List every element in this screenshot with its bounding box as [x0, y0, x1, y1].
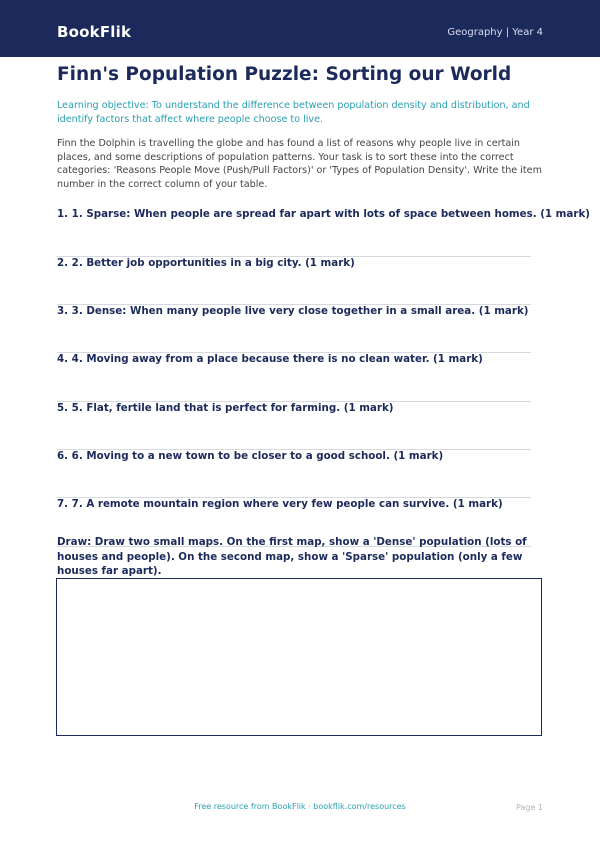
question-7: 7. 7. A remote mountain region where very few people can survive. (1 mark): [57, 498, 503, 510]
page-number: Page 1: [516, 803, 543, 812]
question-4: 4. 4. Moving away from a place because there is no clean water. (1 mark): [57, 353, 483, 365]
footer-note: Free resource from BookFlik · bookflik.com/resources: [194, 802, 406, 811]
learning-objective: Learning objective: To understand the difference between population density and distribution, and identify factors that affect where people choose to live.: [57, 100, 530, 125]
drawing-area[interactable]: [56, 578, 542, 736]
question-6: 6. 6. Moving to a new town to be closer to a good school. (1 mark): [57, 450, 444, 462]
question-1: 1. 1. Sparse: When people are spread far apart with lots of space between homes. (1 mark): [57, 208, 590, 220]
brand-logo[interactable]: BookFlik: [57, 23, 132, 41]
question-3: 3. 3. Dense: When many people live very close together in a small area. (1 mark): [57, 305, 529, 317]
worksheet-title: Finn's Population Puzzle: Sorting our World: [57, 64, 512, 85]
intro-text: Finn the Dolphin is travelling the globe and has found a list of reasons why people live in certain places, and some descriptions of population patterns. Your task is to sort these into the correct categories: 'Reasons People Move (Push/Pull Factors)' or 'Types of Population Density'. Write the item number in the correct column of your table.: [57, 138, 542, 190]
question-2: 2. 2. Better job opportunities in a big city. (1 mark): [57, 257, 355, 269]
subject-year-label: Geography | Year 4: [447, 27, 543, 38]
question-5: 5. 5. Flat, fertile land that is perfect for farming. (1 mark): [57, 402, 394, 414]
header-bar: [0, 0, 600, 57]
draw-prompt: Draw: Draw two small maps. On the first map, show a 'Dense' population (lots of houses and people). On the second map, show a 'Sparse' population (only a few houses far apart).: [57, 536, 527, 577]
